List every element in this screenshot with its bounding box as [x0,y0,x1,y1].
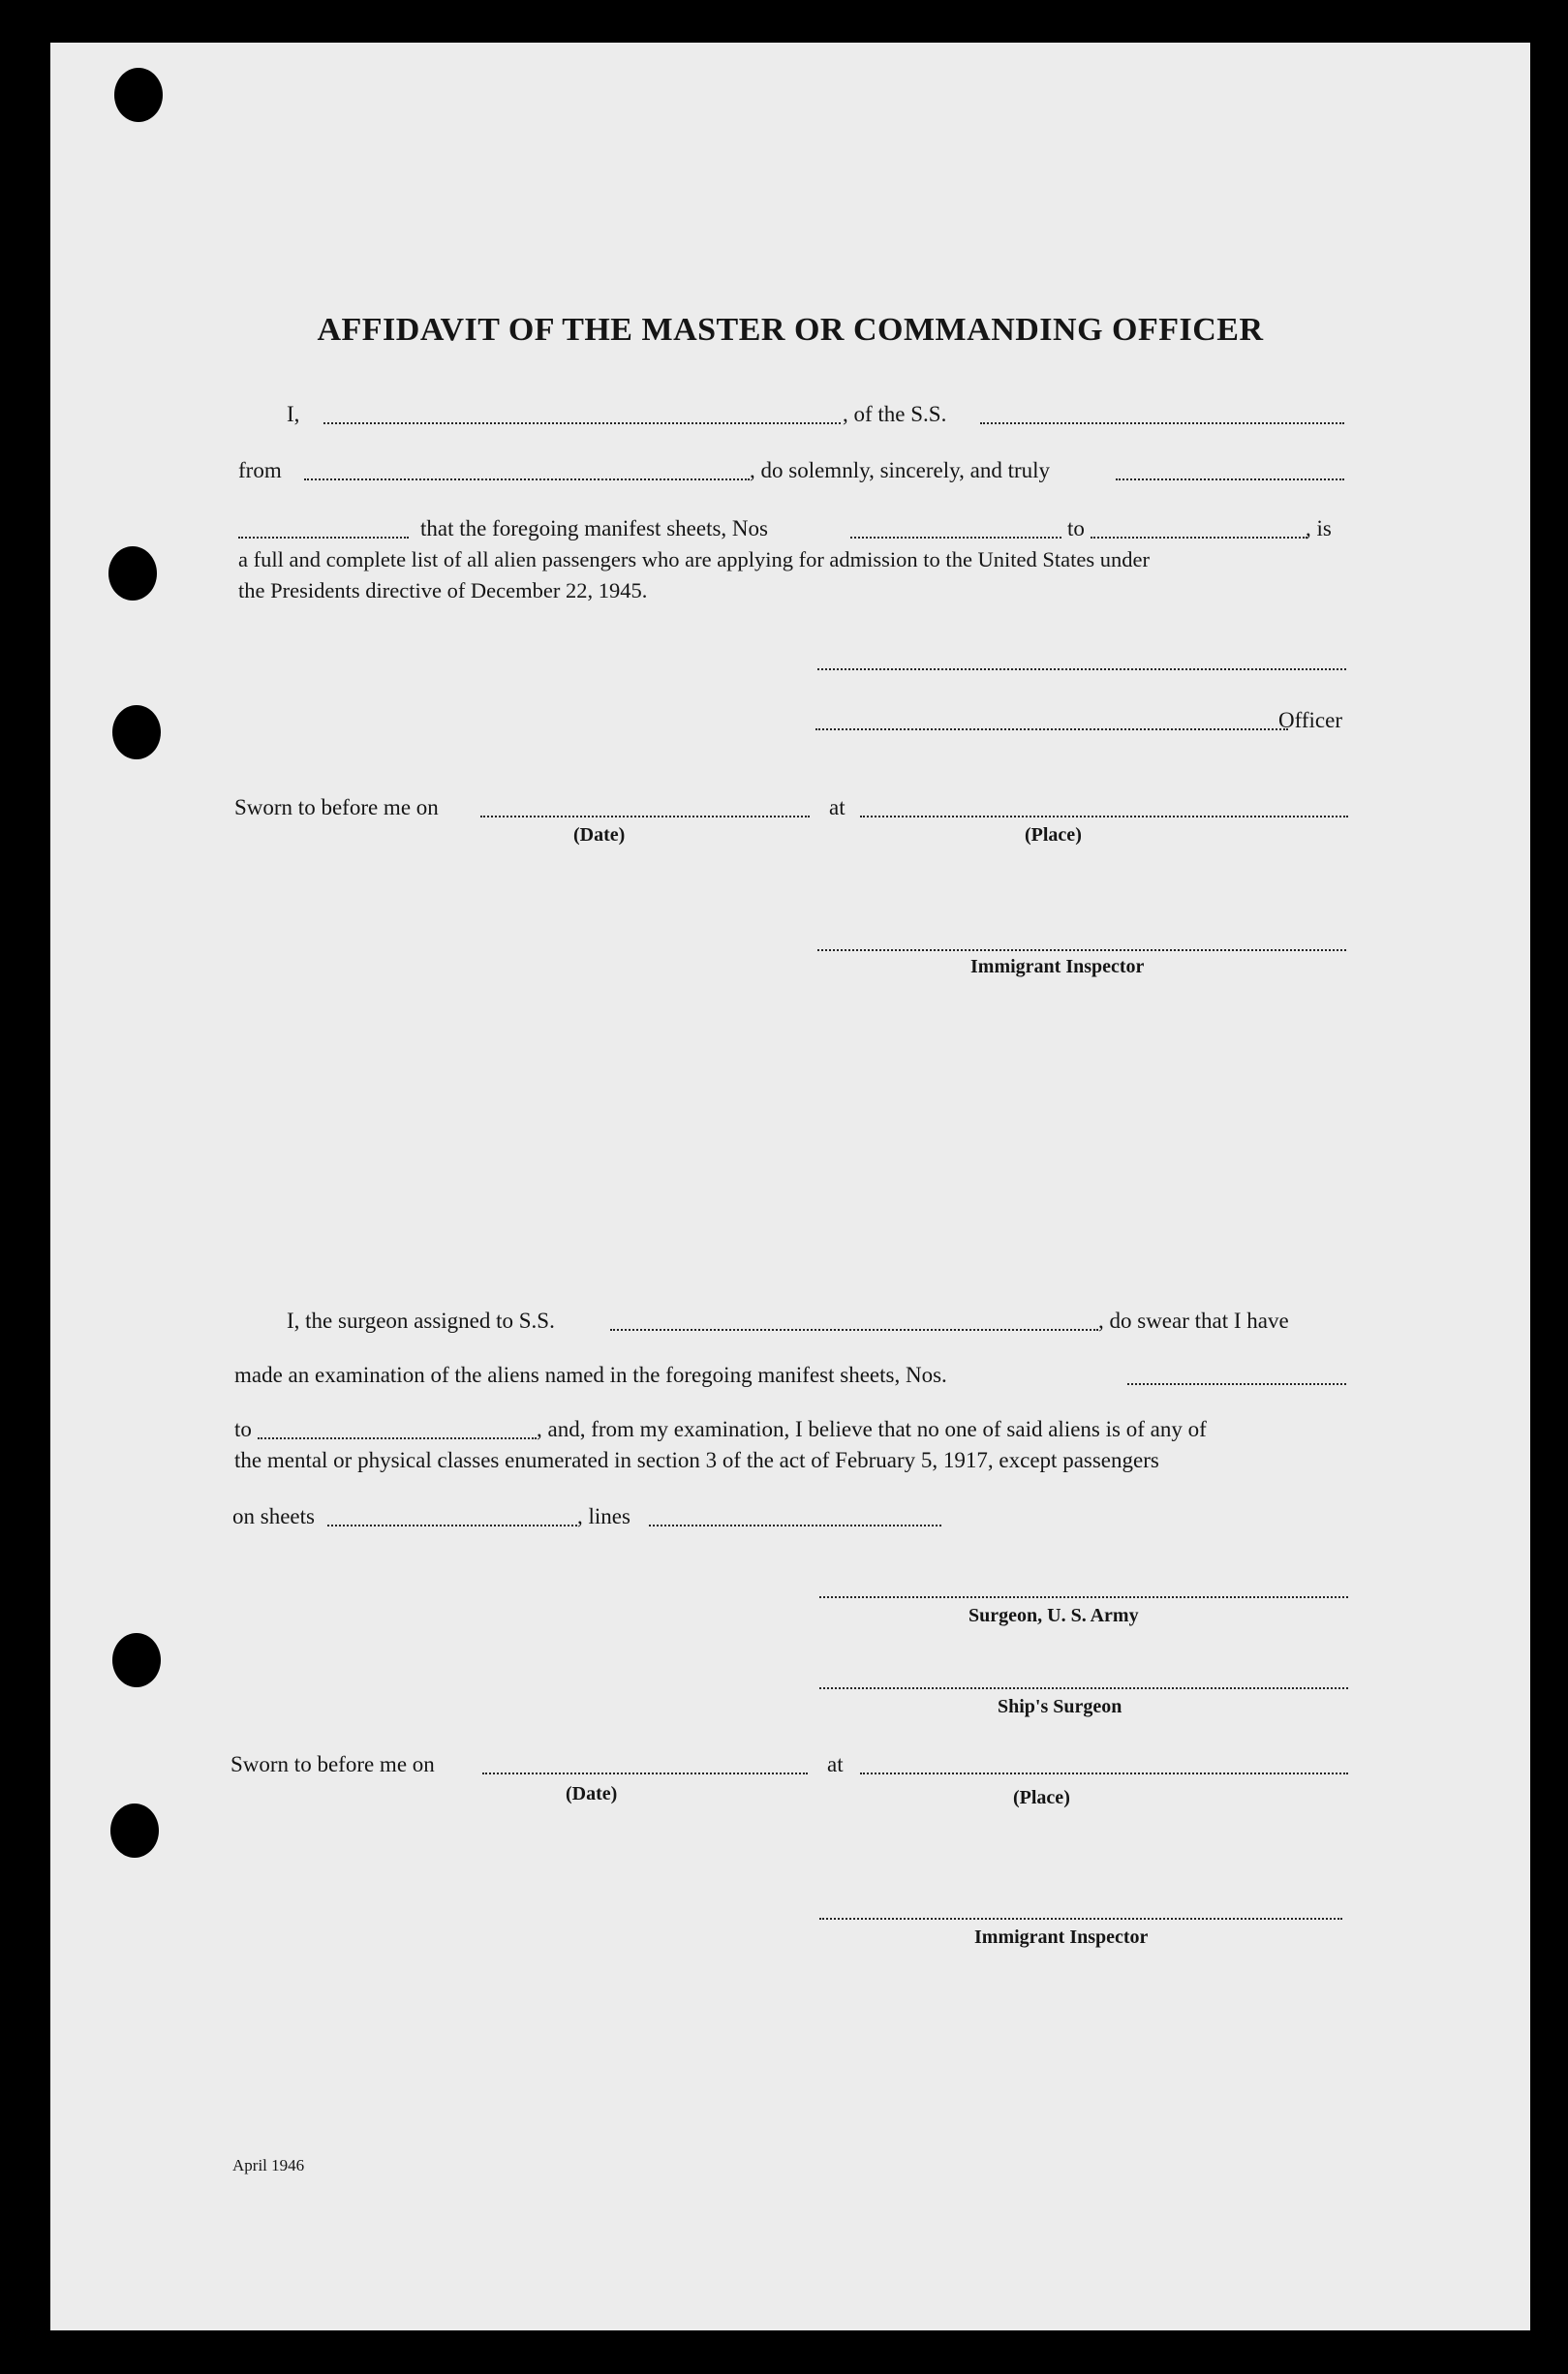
master-name-field[interactable] [323,422,841,424]
surgeon-sworn-place-field[interactable] [860,1773,1348,1774]
surgeon-line4: the mental or physical classes enumerated in section 3 of the act of February 5, 1917, except passengers [234,1448,1159,1472]
surgeon-line5-a: on sheets [232,1504,315,1528]
affidavit-page [50,43,1530,2330]
master-to: to [1067,516,1085,540]
master-sworn-date-field[interactable] [480,816,810,817]
master-date-caption: (Date) [573,824,626,846]
sheets-from-field[interactable] [850,537,1061,539]
oath-word-field[interactable] [238,537,409,539]
surgeon-sheets-to-field[interactable] [258,1437,537,1439]
master-line3: the Presidents directive of December 22, 1945. [238,578,648,602]
master-line2: a full and complete list of all alien passengers who are applying for admission to the United States under [238,547,1151,571]
surgeon-line3-to: to [234,1417,252,1441]
page-title: AFFIDAVIT OF THE MASTER OR COMMANDING OFFICER [317,312,1264,348]
punch-hole-4 [112,1633,161,1687]
surgeon-ship-field[interactable] [610,1329,1098,1331]
except-sheets-field[interactable] [327,1525,577,1526]
surgeon-sworn: Sworn to before me on [231,1752,435,1776]
surgeon-sheets-field[interactable] [1127,1383,1346,1385]
master-inspector-caption: Immigrant Inspector [970,956,1145,977]
master-at: at [829,795,845,819]
surgeon-inspector-line[interactable] [819,1918,1342,1920]
ship-surgeon-caption: Ship's Surgeon [998,1696,1122,1717]
master-solemnly: , do solemnly, sincerely, and truly [750,458,1051,482]
surgeon-date-caption: (Date) [566,1783,618,1804]
surgeon-line2: made an examination of the aliens named in the foregoing manifest sheets, Nos. [234,1363,947,1387]
surgeon-line5-b: , lines [577,1504,630,1528]
form-date: April 1946 [232,2156,305,2174]
master-i: I, [287,402,300,426]
officer-label: Officer [1278,708,1342,732]
surgeon-at: at [827,1752,844,1776]
master-sworn: Sworn to before me on [234,795,439,819]
surgeon-line1-a: I, the surgeon assigned to S.S. [287,1309,555,1333]
surgeon-place-caption: (Place) [1013,1787,1070,1808]
ship-surgeon-signature-line[interactable] [819,1687,1348,1689]
surgeon-inspector-caption: Immigrant Inspector [974,1927,1149,1948]
from-port-field[interactable] [304,478,750,480]
master-signature-line[interactable] [817,668,1346,670]
master-is: , is [1306,516,1332,540]
master-from: from [238,458,282,482]
ship-name-field[interactable] [980,422,1344,424]
surgeon-line3-b: , and, from my examination, I believe that no one of said aliens is of any of [537,1417,1207,1441]
punch-hole-5 [110,1804,159,1858]
punch-hole-1 [114,68,163,122]
army-surgeon-caption: Surgeon, U. S. Army [968,1605,1139,1626]
army-surgeon-signature-line[interactable] [819,1596,1348,1598]
officer-signature-line[interactable] [815,728,1288,730]
master-sworn-place-field[interactable] [860,816,1348,817]
punch-hole-3 [112,705,161,759]
master-of-ss: , of the S.S. [843,402,947,426]
oath-field[interactable] [1116,478,1344,480]
master-manifest: that the foregoing manifest sheets, Nos [420,516,768,540]
surgeon-sworn-date-field[interactable] [482,1773,808,1774]
except-lines-field[interactable] [649,1525,941,1526]
punch-hole-2 [108,546,157,601]
master-place-caption: (Place) [1025,824,1082,846]
surgeon-line1-b: , do swear that I have [1098,1309,1289,1333]
sheets-to-field[interactable] [1091,537,1307,539]
master-inspector-line[interactable] [817,949,1346,951]
